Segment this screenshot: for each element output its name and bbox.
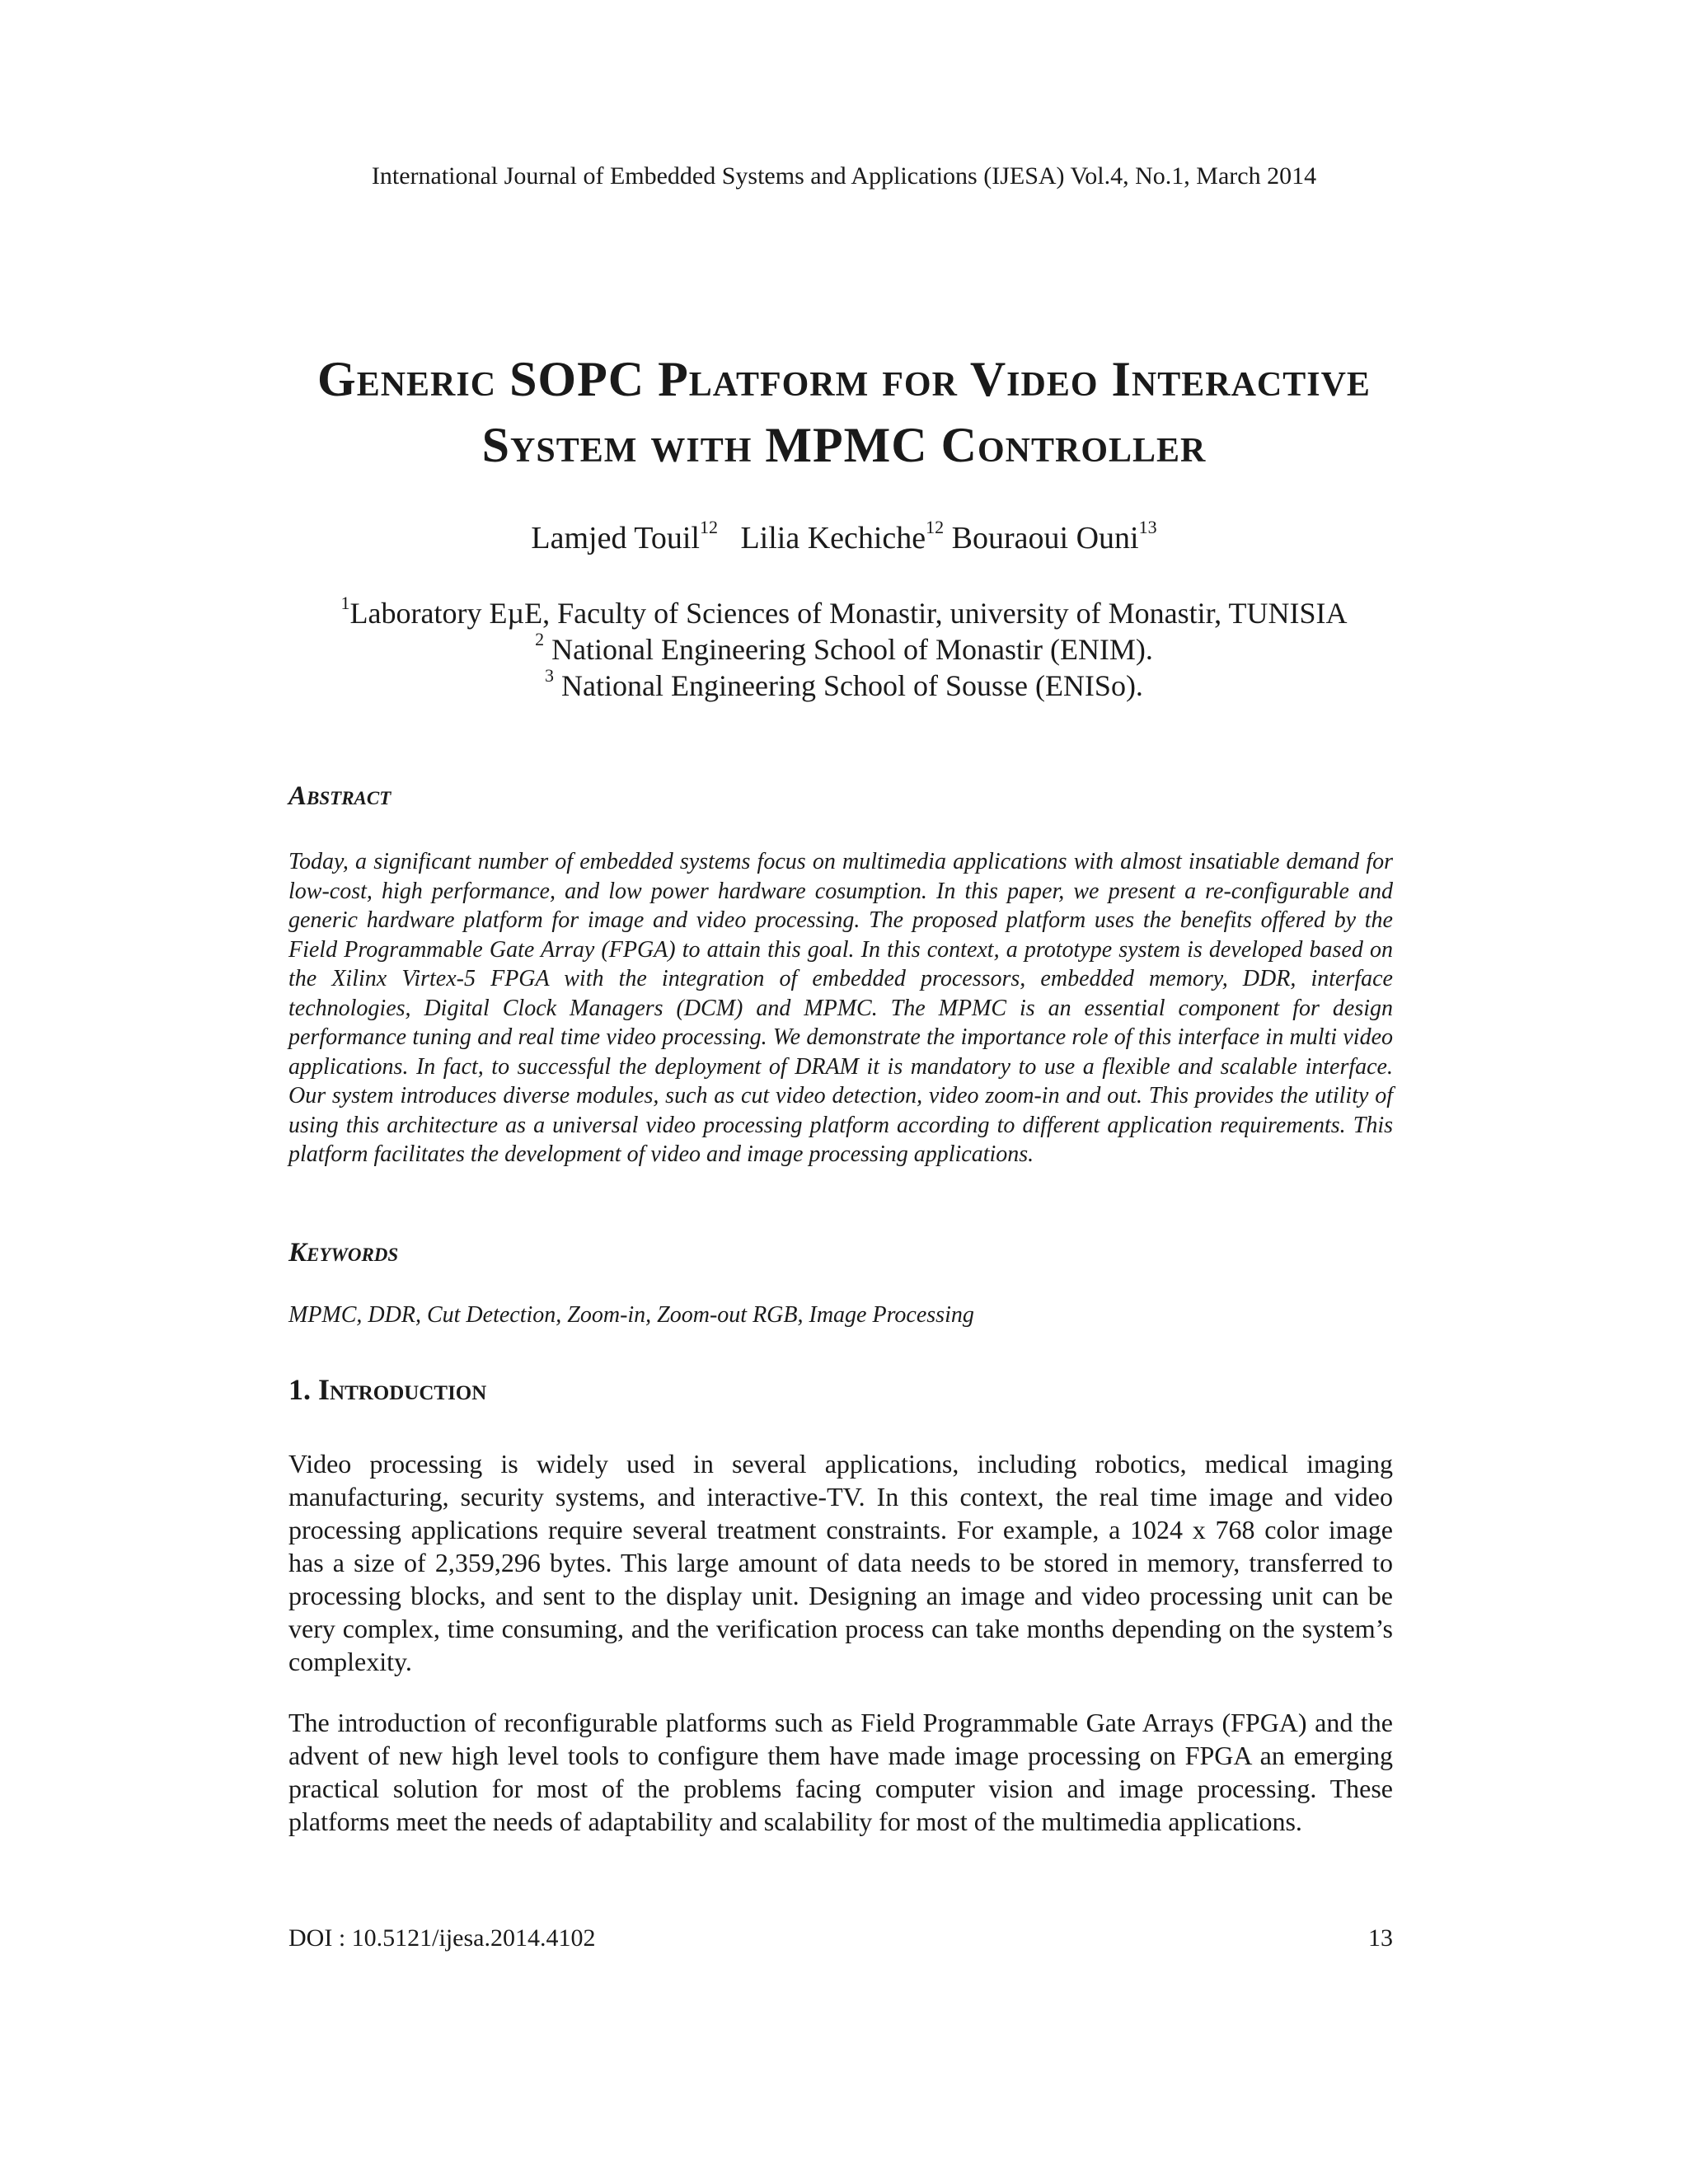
affiliation-marker: 3 xyxy=(545,665,555,686)
affiliation-line xyxy=(0,595,1688,631)
doi-text: DOI : 10.5121/ijesa.2014.4102 xyxy=(288,1924,596,1952)
affiliation-text: National Engineering School of Sousse (ENISo). xyxy=(561,669,1143,702)
keywords-text: MPMC, DDR, Cut Detection, Zoom-in, Zoom-out RGB, Image Processing xyxy=(288,1302,974,1328)
author-affiliation-marker: 12 xyxy=(926,517,945,538)
abstract-text: Today, a significant number of embedded systems focus on multimedia applications with almost insatiable demand for low-cost, high performance, and low power hardware cosumption. In this paper, we present a re-configurable and generic hardware platform for image and video processing. The proposed platform uses the benefits offered by the Field Programmable Gate Array (FPGA) to attain this goal. In this context, a prototype system is developed based on the Xilinx Virtex-5 FPGA with the integration of embedded processors, embedded memory, DDR, interface technologies, Digital Clock Managers (DCM) and MPMC. The MPMC is an essential component for design performance tuning and real time video processing. We demonstrate the importance role of this interface in multi video applications. In fact, to successful the deployment of DRAM it is mandatory to use a flexible and scalable interface. Our system introduces diverse modules, such as cut video detection, video zoom-in and out. This provides the utility of using this architecture as a universal video processing platform according to different application requirements. This platform facilitates the development of video and image processing applications. xyxy=(288,849,1393,1167)
author-list xyxy=(0,518,1688,559)
affiliation-list xyxy=(0,595,1688,704)
abstract-heading: Abstract xyxy=(288,781,392,811)
page-number: 13 xyxy=(1368,1924,1393,1952)
affiliation-line xyxy=(0,665,1688,704)
keywords-heading: Keywords xyxy=(288,1238,399,1268)
affiliation-marker: 1 xyxy=(340,593,350,613)
affiliation-marker: 2 xyxy=(535,629,545,649)
running-header: International Journal of Embedded Systems and Applications (IJESA) Vol.4, No.1, March 2014 xyxy=(371,162,1317,190)
affiliation-text: Laboratory EµE, Faculty of Sciences of Monastir, university of Monastir, TUNISIA xyxy=(349,597,1348,630)
paper-title xyxy=(0,346,1688,478)
title-line-1: Generic SOPC Platform for Video Interactive xyxy=(317,352,1371,406)
page-footer xyxy=(288,1924,1393,1953)
title-line-2: System with MPMC Controller xyxy=(481,418,1207,472)
author-name: Lilia Kechiche xyxy=(740,521,926,555)
introduction-paragraph: Video processing is widely used in several applications, including robotics, medical imaging manufacturing, security systems, and interactive-TV. In this context, the real time image and video processing applications require several treatment constraints. For example, a 1024 x 768 color image has a size of 2,359,296 bytes. This large amount of data needs to be stored in memory, transferred to processing blocks, and sent to the display unit. Designing an image and video processing unit can be very complex, time consuming, and the verification process can take months depending on the system’s complexity. xyxy=(288,1449,1393,1676)
introduction-heading: 1. Introduction xyxy=(288,1373,487,1406)
author-name: Lamjed Touil xyxy=(531,521,700,555)
introduction-paragraph: The introduction of reconfigurable platforms such as Field Programmable Gate Arrays (FPGA) and the advent of new high level tools to configure them have made image processing on FPGA an emerging practical solution for most of the problems facing computer vision and image processing. These platforms meet the needs of adaptability and scalability for most of the multimedia applications. xyxy=(288,1708,1393,1836)
affiliation-text: National Engineering School of Monastir (ENIM). xyxy=(551,633,1153,666)
author-affiliation-marker: 13 xyxy=(1138,517,1157,538)
author-name: Bouraoui Ouni xyxy=(951,521,1139,555)
affiliation-line xyxy=(0,631,1688,668)
author-affiliation-marker: 12 xyxy=(699,517,718,538)
